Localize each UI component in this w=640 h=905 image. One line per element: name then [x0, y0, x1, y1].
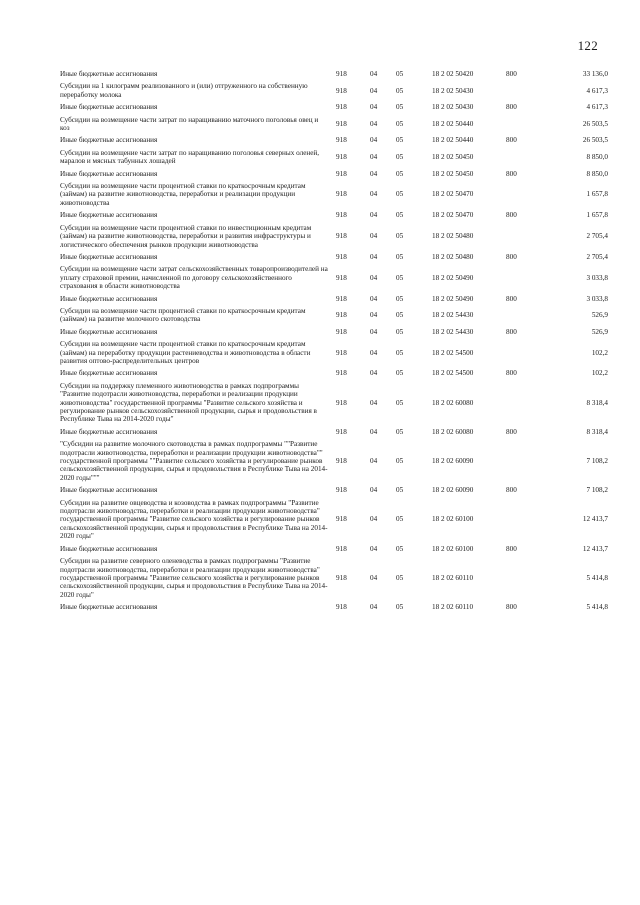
row-subsection-code: 05	[396, 486, 404, 495]
row-subsection-code: 05	[396, 70, 404, 78]
row-admin-code: 918	[336, 70, 347, 78]
row-section-code: 04	[370, 169, 378, 178]
row-target-article: 18 2 02 60080	[432, 427, 474, 436]
table-row	[60, 168, 608, 180]
table-row	[60, 543, 608, 555]
row-subsection-code: 05	[396, 573, 404, 582]
row-admin-code: 918	[336, 457, 347, 466]
table-row	[60, 484, 608, 496]
row-target-article: 18 2 02 50490	[432, 294, 474, 303]
row-amount: 8 850,0	[586, 169, 608, 178]
row-target-article: 18 2 02 60110	[432, 603, 474, 612]
row-admin-code: 918	[336, 153, 347, 162]
table-row	[60, 147, 608, 168]
row-section-code: 04	[370, 119, 378, 128]
row-subsection-code: 05	[396, 190, 404, 199]
table-body	[60, 68, 608, 614]
row-amount: 1 657,8	[586, 190, 608, 199]
row-section-code: 04	[370, 369, 378, 378]
row-name: Субсидии на возмещение части затрат по наращиванию поголовья северных оленей, маралов и мясных табунных лошадей	[60, 148, 320, 166]
row-target-article: 18 2 02 60110	[432, 573, 474, 582]
row-name: Иные бюджетные ассигнования	[60, 327, 158, 336]
row-admin-code: 918	[336, 369, 347, 378]
row-expense-type: 800	[506, 211, 517, 220]
row-section-code: 04	[370, 573, 378, 582]
row-section-code: 04	[370, 294, 378, 303]
table-row	[60, 601, 608, 613]
row-subsection-code: 05	[396, 515, 404, 524]
row-amount: 1 657,8	[586, 211, 608, 220]
row-expense-type	[506, 80, 548, 101]
row-admin-code: 918	[336, 544, 347, 553]
row-name: Субсидии на развитие овцеводства и козоводства в рамках подпрограммы "Развитие подотрасли животноводства, переработки и реализации продукции животноводства" государственной программы "Развитие сельского хозяйства и регулирование рынков сельскохозяйственной продукции, сырья и продовольствия в Республике Тыва на 2014-2020 годы"	[60, 498, 328, 541]
row-target-article: 18 2 02 60090	[432, 457, 474, 466]
row-admin-code: 918	[336, 252, 347, 261]
row-amount: 5 414,8	[586, 603, 608, 612]
row-subsection-code: 05	[396, 457, 404, 466]
row-target-article: 18 2 02 50480	[432, 252, 474, 261]
table-row	[60, 293, 608, 305]
row-expense-type: 800	[506, 103, 517, 112]
row-admin-code: 918	[336, 190, 347, 199]
row-admin-code: 918	[336, 311, 347, 320]
row-section-code: 04	[370, 515, 378, 524]
row-subsection-code: 05	[396, 544, 404, 553]
row-section-code: 04	[370, 190, 378, 199]
table-row	[60, 326, 608, 338]
row-admin-code: 918	[336, 273, 347, 282]
row-subsection-code: 05	[396, 348, 404, 357]
row-subsection-code: 05	[396, 398, 404, 407]
row-section-code: 04	[370, 136, 378, 145]
row-amount: 7 108,2	[586, 457, 608, 466]
row-section-code: 04	[370, 327, 378, 336]
row-amount: 3 033,8	[586, 273, 608, 282]
row-amount: 26 503,5	[582, 119, 608, 128]
row-expense-type	[506, 180, 548, 209]
table-row	[60, 134, 608, 146]
row-expense-type	[506, 338, 548, 367]
row-name: Субсидии на возмещение части процентной ставки по краткосрочным кредитам (займам) на переработку продукции растениеводства и животноводства в области развития оптово-распределительных центров	[60, 340, 311, 365]
row-expense-type	[506, 305, 548, 326]
row-section-code: 04	[370, 273, 378, 282]
row-admin-code: 918	[336, 211, 347, 220]
page-number: 122	[577, 38, 598, 53]
row-expense-type: 800	[506, 544, 517, 553]
row-name: Иные бюджетные ассигнования	[60, 211, 158, 220]
row-expense-type	[506, 497, 548, 543]
row-expense-type	[506, 263, 548, 292]
row-subsection-code: 05	[396, 136, 404, 145]
row-expense-type: 800	[506, 486, 517, 495]
row-subsection-code: 05	[396, 273, 404, 282]
row-amount: 4 617,3	[586, 103, 608, 112]
row-target-article: 18 2 02 60090	[432, 486, 474, 495]
row-target-article: 18 2 02 54500	[432, 369, 474, 378]
row-admin-code: 918	[336, 86, 347, 95]
table-row	[60, 251, 608, 263]
row-expense-type: 800	[506, 169, 517, 178]
row-target-article: 18 2 02 50480	[432, 232, 474, 241]
row-name: Иные бюджетные ассигнования	[60, 427, 158, 436]
row-admin-code: 918	[336, 573, 347, 582]
row-subsection-code: 05	[396, 153, 404, 162]
row-expense-type: 800	[506, 252, 517, 261]
row-target-article: 18 2 02 50440	[432, 119, 474, 128]
table-row	[60, 101, 608, 113]
row-admin-code: 918	[336, 232, 347, 241]
row-expense-type	[506, 147, 548, 168]
row-name: Субсидии на возмещение части затрат сельскохозяйственных товаропроизводителей на уплату страховой премии, начисленной по договору сельскохозяйственного страхования в области животноводства	[60, 265, 328, 291]
row-admin-code: 918	[336, 119, 347, 128]
row-target-article: 18 2 02 54430	[432, 311, 474, 320]
row-amount: 8 318,4	[586, 398, 608, 407]
row-admin-code: 918	[336, 486, 347, 495]
table-row	[60, 426, 608, 438]
row-subsection-code: 05	[396, 211, 404, 220]
row-admin-code: 918	[336, 348, 347, 357]
row-amount: 8 318,4	[586, 427, 608, 436]
table-row	[60, 114, 608, 135]
row-admin-code: 918	[336, 169, 347, 178]
row-name: Субсидии на возмещение части процентной ставки по краткосрочным кредитам (займам) на развитие молочного скотоводства	[60, 306, 306, 324]
row-section-code: 04	[370, 348, 378, 357]
row-admin-code: 918	[336, 103, 347, 112]
table-row	[60, 305, 608, 326]
row-admin-code: 918	[336, 294, 347, 303]
row-expense-type: 800	[506, 427, 517, 436]
row-subsection-code: 05	[396, 119, 404, 128]
row-section-code: 04	[370, 232, 378, 241]
row-target-article: 18 2 02 50440	[432, 136, 474, 145]
row-section-code: 04	[370, 427, 378, 436]
row-name: Иные бюджетные ассигнования	[60, 136, 158, 145]
row-admin-code: 918	[336, 515, 347, 524]
row-amount: 526,9	[591, 327, 608, 336]
row-name: Субсидии на возмещение части процентной ставки по краткосрочным кредитам (займам) на развитие животноводства, переработки и реализации продукции животноводства	[60, 182, 306, 207]
row-name: Иные бюджетные ассигнования	[60, 486, 158, 495]
row-amount: 26 503,5	[582, 136, 608, 145]
row-expense-type: 800	[506, 369, 517, 378]
row-name: Субсидии на возмещение части затрат по наращиванию маточного поголовья овец и коз	[60, 115, 319, 133]
row-target-article: 18 2 02 50470	[432, 211, 474, 220]
table-row	[60, 380, 608, 426]
row-target-article: 18 2 02 54500	[432, 348, 474, 357]
row-subsection-code: 05	[396, 103, 404, 112]
row-subsection-code: 05	[396, 86, 404, 95]
row-section-code: 04	[370, 457, 378, 466]
row-section-code: 04	[370, 486, 378, 495]
row-admin-code: 918	[336, 427, 347, 436]
row-subsection-code: 05	[396, 369, 404, 378]
row-expense-type: 800	[506, 603, 517, 612]
row-target-article: 18 2 02 50470	[432, 190, 474, 199]
table-row	[60, 68, 608, 80]
row-amount: 526,9	[591, 311, 608, 320]
row-expense-type	[506, 438, 548, 484]
row-name: Субсидии на развитие северного оленеводства в рамках подпрограммы "Развитие подотрасли животноводства, переработки и реализации продукции животноводства" государственной программы "Развитие сельского хозяйства и регулирование рынков сельскохозяйственной продукции, сырья и продовольствия в Республике Тыва на 2014-2020 годы"	[60, 557, 328, 599]
row-name: Иные бюджетные ассигнования	[60, 70, 158, 78]
row-section-code: 04	[370, 103, 378, 112]
row-subsection-code: 05	[396, 311, 404, 320]
row-section-code: 04	[370, 86, 378, 95]
table-row	[60, 338, 608, 367]
row-name: Иные бюджетные ассигнования	[60, 603, 158, 612]
row-section-code: 04	[370, 153, 378, 162]
table-row	[60, 209, 608, 221]
table-row	[60, 367, 608, 379]
table-row	[60, 497, 608, 543]
row-subsection-code: 05	[396, 232, 404, 241]
row-admin-code: 918	[336, 398, 347, 407]
budget-table	[60, 68, 608, 614]
row-subsection-code: 05	[396, 603, 404, 612]
row-amount: 102,2	[591, 348, 608, 357]
row-amount: 33 136,0	[582, 70, 608, 78]
row-expense-type: 800	[506, 70, 517, 78]
row-name: Субсидии на поддержку племенного животноводства в рамках подпрограммы "Развитие подотрасли животноводства, переработки и реализации продукции животноводства" государственной программы "Развитие сельского хозяйства и регулирование рынков сельскохозяйственной продукции, сырья и продовольствия в Республике Тыва на 2014-2020 годы"	[60, 381, 317, 424]
row-name: Иные бюджетные ассигнования	[60, 169, 158, 178]
row-target-article: 18 2 02 50420	[432, 70, 474, 78]
table-row	[60, 222, 608, 251]
row-name: "Субсидии на развитие молочного скотоводства в рамках подпрограммы ""Развитие подотрасли животноводства, переработки и реализации продукции животноводства"" государственной программы ""Развитие сельского хозяйства и регулирование рынков сельскохозяйственной продукции, сырья и продовольствия в Республике Тыва на 2014-2020 годы"""	[60, 440, 328, 482]
row-amount: 12 413,7	[582, 544, 608, 553]
row-expense-type	[506, 222, 548, 251]
row-name: Субсидии на возмещение части процентной ставки по инвестиционным кредитам (займам) на развитие животноводства, переработки и развития инфраструктуры и логистического обеспечения рынков продукции животноводства	[60, 223, 312, 249]
row-section-code: 04	[370, 70, 378, 78]
row-subsection-code: 05	[396, 294, 404, 303]
table-row	[60, 263, 608, 292]
row-section-code: 04	[370, 252, 378, 261]
row-subsection-code: 05	[396, 427, 404, 436]
table-row	[60, 438, 608, 484]
row-section-code: 04	[370, 398, 378, 407]
row-subsection-code: 05	[396, 327, 404, 336]
row-subsection-code: 05	[396, 252, 404, 261]
row-target-article: 18 2 02 50450	[432, 153, 474, 162]
row-amount: 5 414,8	[586, 573, 608, 582]
row-admin-code: 918	[336, 327, 347, 336]
row-name: Иные бюджетные ассигнования	[60, 544, 158, 553]
row-amount: 8 850,0	[586, 153, 608, 162]
row-target-article: 18 2 02 60100	[432, 515, 474, 524]
row-expense-type	[506, 114, 548, 135]
row-name: Иные бюджетные ассигнования	[60, 294, 158, 303]
row-section-code: 04	[370, 544, 378, 553]
row-expense-type	[506, 380, 548, 426]
row-target-article: 18 2 02 60080	[432, 398, 474, 407]
table-row	[60, 555, 608, 601]
row-expense-type	[506, 555, 548, 601]
row-amount: 12 413,7	[582, 515, 608, 524]
row-expense-type: 800	[506, 294, 517, 303]
row-amount: 4 617,3	[586, 86, 608, 95]
row-target-article: 18 2 02 50430	[432, 103, 474, 112]
row-name: Иные бюджетные ассигнования	[60, 103, 158, 112]
row-target-article: 18 2 02 50450	[432, 169, 474, 178]
row-amount: 2 705,4	[586, 232, 608, 241]
row-section-code: 04	[370, 603, 378, 612]
row-amount: 7 108,2	[586, 486, 608, 495]
row-amount: 2 705,4	[586, 252, 608, 261]
row-name: Субсидии на 1 килограмм реализованного и (или) отгруженного на собственную переработку молока	[60, 82, 308, 99]
row-admin-code: 918	[336, 136, 347, 145]
row-section-code: 04	[370, 211, 378, 220]
row-target-article: 18 2 02 50430	[432, 86, 474, 95]
row-amount: 3 033,8	[586, 294, 608, 303]
table-row	[60, 180, 608, 209]
row-name: Иные бюджетные ассигнования	[60, 369, 158, 378]
row-subsection-code: 05	[396, 169, 404, 178]
row-expense-type: 800	[506, 327, 517, 336]
row-admin-code: 918	[336, 603, 347, 612]
row-target-article: 18 2 02 50490	[432, 273, 474, 282]
row-section-code: 04	[370, 311, 378, 320]
row-target-article: 18 2 02 54430	[432, 327, 474, 336]
row-name: Иные бюджетные ассигнования	[60, 252, 158, 261]
row-amount: 102,2	[591, 369, 608, 378]
row-expense-type: 800	[506, 136, 517, 145]
table-row	[60, 80, 608, 101]
row-target-article: 18 2 02 60100	[432, 544, 474, 553]
